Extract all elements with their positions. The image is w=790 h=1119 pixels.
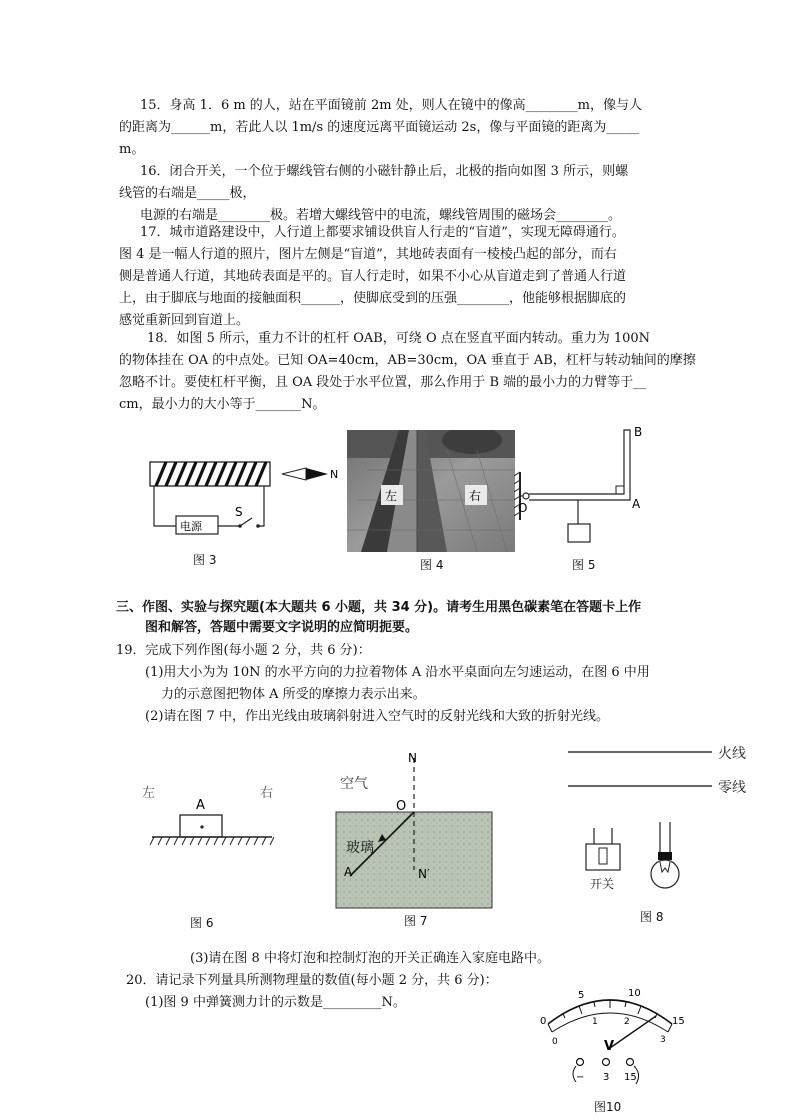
label-b: B [634,425,643,439]
left-label: 左 [385,489,398,503]
air-label: 空气 [340,776,368,792]
glass-label: 玻璃 [346,840,374,856]
q19-title: 19．完成下列作图(每小题 2 分，共 6 分)： [116,643,371,658]
terminal-15 [627,1059,634,1066]
north-label: N [330,468,339,481]
outer-tick-5: 5 [578,990,585,1001]
inner-tick-2: 2 [624,1017,630,1027]
figure-3 [140,440,350,570]
q16-line1: 16．闭合开关，一个位于螺线管右侧的小磁针静止后，北极的指向如图 3 所示，则螺 [140,164,629,179]
figure-10 [530,982,690,1100]
q15-line2: 的距离为______m，若此人以 1m/s 的速度远离平面镜运动 2s，像与平面镜的距离为_____ [119,120,639,135]
fig8-caption: 图 8 [640,910,664,924]
outer-tick-10: 10 [628,988,641,999]
terminal-label-negative: − [576,1072,585,1083]
figure-4 [347,430,515,552]
section3-heading-line1: 三、作图、实验与探究题(本大题共 6 小题，共 34 分)。请考生用黑色碳素笔在答题卡上作 [116,600,642,615]
q17-line1: 17．城市道路建设中，人行道上都要求铺设供盲人行走的“盲道”，实现无障碍通行。 [140,225,625,240]
q15-line3: m。 [119,142,145,157]
fig3-caption: 图 3 [193,553,217,567]
inner-tick-0: 0 [552,1037,558,1047]
pivot-o [523,493,529,499]
fig4-caption: 图 4 [420,558,444,572]
lever-oab [529,430,630,500]
q19-part1-line2: 力的示意图把物体 A 所受的摩擦力表示出来。 [161,687,426,702]
q17-line3: 侧是普通人行道，其地砖表面是平的。盲人行走时，如果不小心从盲道走到了普通人行道 [119,269,627,284]
light-bulb [651,822,679,888]
terminal-label-3: 3 [603,1072,610,1083]
neutral-wire-label: 零线 [718,780,746,796]
figure-7 [330,752,500,912]
q16-line3: 电源的右端是________极。若增大螺线管中的电流，螺线管周围的磁场会________。 [140,208,622,223]
solenoid [150,462,270,486]
unit-label: V [604,1039,615,1054]
inner-tick-1: 1 [592,1017,598,1027]
outer-tick-15: 15 [672,1016,685,1027]
left-direction-label: 左 [142,786,156,801]
figure-5 [512,420,672,560]
terminal-negative [577,1059,584,1066]
q17-line4: 上，由于脚底与地面的接触面积______，使脚底受到的压强________，他能够根据脚底的 [119,291,627,306]
q18-line2: 的物体挂在 OA 的中点处。已知 OA=40cm，AB=30cm，OA 垂直于 AB，杠杆与转动轴间的摩擦 [119,353,696,368]
inner-arc [552,1013,668,1032]
label-n: N [408,752,417,765]
q18-line1: 18．如图 5 所示，重力不计的杠杆 OAB，可绕 O 点在竖直平面内转动。重力为 100N [147,331,651,346]
inner-tick-3: 3 [660,1035,666,1045]
right-label: 右 [469,489,482,503]
q17-line5: 感觉重新回到盲道上。 [119,313,250,328]
fig10-caption: 图10 [594,1100,622,1114]
switch [586,828,620,870]
live-wire-label: 火线 [718,746,746,762]
block-a-label: A [196,798,205,813]
switch-label: 开关 [590,877,615,891]
q17-line2: 图 4 是一幅人行道的照片，图片左侧是“盲道”，其地砖表面有一棱棱凸起的部分，而右 [119,247,617,262]
right-direction-label: 右 [260,786,274,801]
power-label: 电源 [180,520,202,533]
q18-line3: 忽略不计。要使杠杆平衡，且 OA 段处于水平位置，那么作用于 B 端的最小力的力臂等于__ [119,375,647,390]
q20-part1: (1)图 9 中弹簧测力计的示数是_________N。 [145,995,406,1010]
outer-tick-0: 0 [540,1016,547,1027]
q16-line2: 线管的右端是_____极， [119,186,256,201]
section3-heading-line2: 图和解答，答题中需要文字说明的应简明扼要。 [145,620,419,635]
q19-part3: (3)请在图 8 中将灯泡和控制灯泡的开关正确连入家庭电路中。 [190,951,550,966]
q19-part2: (2)请在图 7 中，作出光线由玻璃斜射进入空气时的反射光线和大致的折射光线。 [145,709,609,724]
figure-8 [560,740,770,920]
label-a: A [344,865,353,879]
label-a: A [632,497,641,511]
q18-line4: cm，最小力的大小等于_______N。 [119,397,326,412]
compass-needle [282,468,328,480]
q15-line1: 15．身高 1．6 m 的人，站在平面镜前 2m 处，则人在镜中的像高________m，像与人 [140,98,642,113]
fig6-caption: 图 6 [190,916,214,930]
q20-title: 20．请记录下列量具所测物理量的数值(每小题 2 分，共 6 分)： [126,973,498,988]
figure-6 [130,775,290,865]
label-o: O [518,501,528,515]
switch-label: S [235,505,243,519]
terminal-3 [603,1059,610,1066]
fig5-caption: 图 5 [572,558,596,572]
meter-needle [610,1016,656,1048]
label-o: O [396,799,407,814]
weight-block [568,524,590,542]
label-n-prime: N′ [418,867,430,881]
fig7-caption: 图 7 [404,914,428,928]
q19-part1-line1: (1)用大小为为 10N 的水平方向的力拉着物体 A 沿水平桌面向左匀速运动，在图 6 中用 [145,665,650,680]
terminal-label-15: 15 [624,1072,637,1083]
